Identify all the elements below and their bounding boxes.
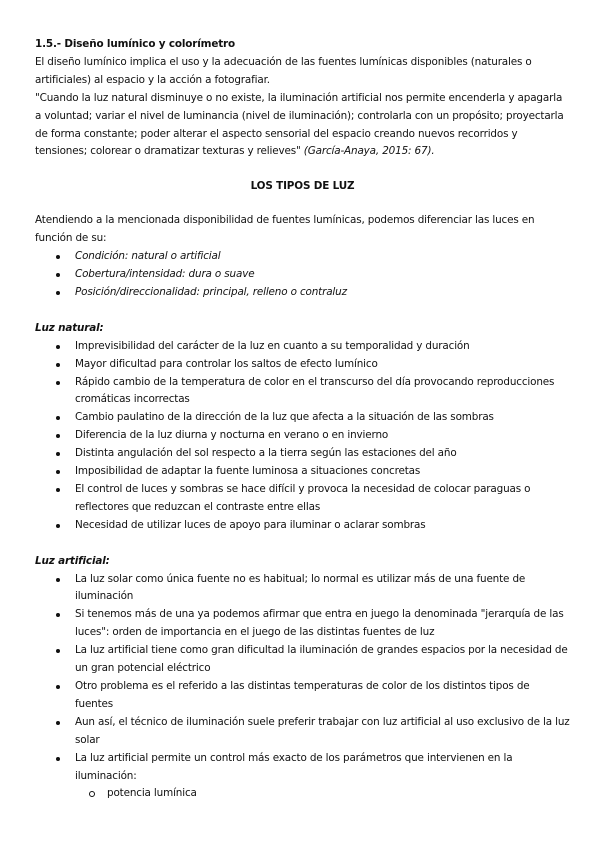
list-item: Imprevisibilidad del carácter de la luz en cuanto a su temporalidad y duración xyxy=(35,338,570,356)
types-intro: Atendiendo a la mencionada disponibilidad de fuentes lumínicas, podemos diferenciar las luces en función de su: xyxy=(35,214,535,245)
list-item: Necesidad de utilizar luces de apoyo para iluminar o aclarar sombras xyxy=(35,517,570,535)
list-item: El control de luces y sombras se hace difícil y provoca la necesidad de colocar paraguas o reflectores que reduzcan el contraste entre ellas xyxy=(35,481,570,517)
list-item: Cambio paulatino de la dirección de la luz que afecta a la situación de las sombras xyxy=(35,409,570,427)
list-item: Diferencia de la luz diurna y nocturna en verano o en invierno xyxy=(35,427,570,445)
list-item: La luz artificial tiene como gran dificultad la iluminación de grandes espacios por la necesidad de un gran potencial eléctrico xyxy=(35,642,570,678)
list-item: Distinta angulación del sol respecto a la tierra según las estaciones del año xyxy=(35,445,570,463)
list-item: Imposibilidad de adaptar la fuente luminosa a situaciones concretas xyxy=(35,463,570,481)
citation: (García-Anaya, 2015: 67). xyxy=(303,145,435,158)
list-item: Cobertura/intensidad: dura o suave xyxy=(35,266,570,284)
section-heading: 1.5.- Diseño lumínico y colorímetro xyxy=(35,38,236,50)
quote-text: "Cuando la luz natural disminuye o no existe, la iluminación artificial nos permite encenderla y apagarla a voluntad; variar el nivel de luminancia (nivel de iluminación); controlarla con un propósito; proyectarla de forma constante; poder alterar el aspecto sensorial del espacio creando nuevos recorridos y tensiones; colorear o dramatizar texturas y relieves" xyxy=(35,91,564,158)
types-list xyxy=(35,248,570,302)
intro-paragraph: El diseño lumínico implica el uso y la adecuación de las fuentes lumínicas disponibles (naturales o artificiales) al espacio y la acción a fotografiar. xyxy=(35,55,532,86)
list-item: Rápido cambio de la temperatura de color en el transcurso del día provocando reproducciones cromáticas incorrectas xyxy=(35,374,570,410)
natural-heading: Luz natural: xyxy=(35,321,104,334)
natural-list xyxy=(35,338,570,535)
list-item: Si tenemos más de una ya podemos afirmar que entra en juego la denominada "jerarquía de las luces": orden de importancia en el juego de las distintas fuentes de luz xyxy=(35,606,570,642)
document-content xyxy=(35,36,570,803)
subtitle: LOS TIPOS DE LUZ xyxy=(250,180,355,193)
artificial-heading: Luz artificial: xyxy=(35,554,110,567)
list-item: Posición/direccionalidad: principal, relleno o contraluz xyxy=(35,284,570,302)
list-item: Mayor dificultad para controlar los saltos de efecto lumínico xyxy=(35,356,570,374)
list-item: Aun así, el técnico de iluminación suele preferir trabajar con luz artificial al uso exclusivo de la luz solar xyxy=(35,714,570,750)
list-item: La luz solar como única fuente no es habitual; lo normal es utilizar más de una fuente de iluminación xyxy=(35,571,570,607)
quote-paragraph xyxy=(35,90,570,162)
list-item: La luz artificial permite un control más exacto de los parámetros que intervienen en la iluminación: xyxy=(35,750,570,786)
list-item: Condición: natural o artificial xyxy=(35,248,570,266)
sub-list-item: potencia lumínica xyxy=(35,785,570,803)
list-item: Otro problema es el referido a las distintas temperaturas de color de los distintos tipos de fuentes xyxy=(35,678,570,714)
artificial-list xyxy=(35,571,570,804)
